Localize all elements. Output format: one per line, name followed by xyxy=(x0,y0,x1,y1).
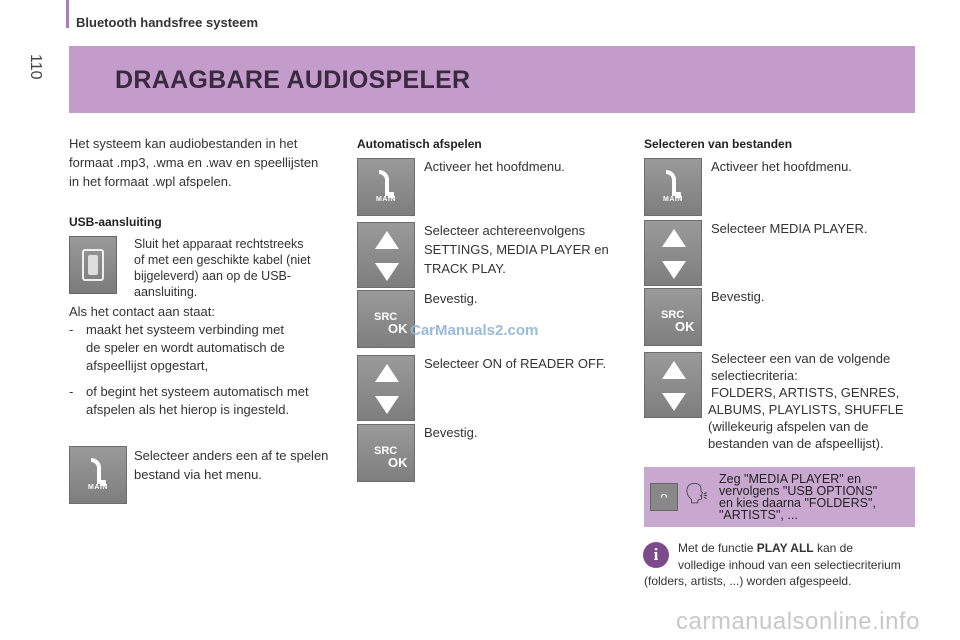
select-files-heading: Selecteren van bestanden xyxy=(644,137,793,151)
src-ok-button-icon xyxy=(644,288,702,346)
arrow-down-icon xyxy=(662,261,686,279)
bullet-dash: - xyxy=(69,384,74,399)
info-text xyxy=(678,540,918,574)
main-button-icon xyxy=(69,446,127,504)
voice-command-box xyxy=(644,467,915,527)
step-line: ALBUMS, PLAYLISTS, SHUFFLE xyxy=(708,402,904,417)
auto-step-1: Activeer het hoofdmenu. xyxy=(424,159,565,174)
page-title: DRAAGBARE AUDIOSPELER xyxy=(115,66,471,94)
usb-line: of met een geschikte kabel (niet xyxy=(134,253,311,267)
select-step-3: Bevestig. xyxy=(711,289,765,304)
info-line-2: volledige inhoud van een selectiecriterium xyxy=(678,558,901,572)
usb-connector xyxy=(88,255,98,275)
arrow-down-icon xyxy=(662,393,686,411)
main-label: MAIN xyxy=(376,196,396,203)
voice-button-icon: ᴖ xyxy=(650,483,678,511)
bullet-line: de speler en wordt automatisch de xyxy=(86,340,285,355)
auto-step-2 xyxy=(424,221,609,278)
intro-line: formaat .mp3, .wma en .wav en speellijsten xyxy=(69,155,319,170)
arrow-up-icon xyxy=(375,231,399,249)
intro-line: Het systeem kan audiobestanden in het xyxy=(69,136,298,151)
step-line: Selecteer een van de volgende xyxy=(711,351,891,366)
info-line-1 xyxy=(678,540,918,557)
title-banner xyxy=(69,46,915,113)
arrow-down-icon xyxy=(375,396,399,414)
step-line: selectiecriteria: xyxy=(711,368,798,383)
info-icon: i xyxy=(643,542,669,568)
voice-line: vervolgens "USB OPTIONS" xyxy=(719,484,878,498)
header-accent-bar xyxy=(66,0,69,28)
up-down-arrows-icon xyxy=(644,220,702,286)
step-line: FOLDERS, ARTISTS, GENRES, xyxy=(711,385,900,400)
up-down-arrows-icon xyxy=(357,355,415,421)
speaking-person-icon: 🗣 xyxy=(684,483,710,505)
usb-heading: USB-aansluiting xyxy=(69,215,162,229)
main-label: MAIN xyxy=(663,196,683,203)
ok-label: OK xyxy=(388,455,408,470)
main-button-icon xyxy=(644,158,702,216)
step-line: (willekeurig afspelen van de xyxy=(708,419,869,434)
auto-step-4: Selecteer ON of READER OFF. xyxy=(424,356,607,371)
auto-step-3: Bevestig. xyxy=(424,291,478,306)
src-label: SRC xyxy=(374,311,398,323)
usb-line: bijgeleverd) aan op de USB- xyxy=(134,269,292,283)
auto-play-heading: Automatisch afspelen xyxy=(357,137,482,151)
intro-text xyxy=(69,134,318,191)
main-label: MAIN xyxy=(88,484,108,491)
bullet-line: maakt het systeem verbinding met xyxy=(86,322,284,337)
arrow-down-icon xyxy=(375,263,399,281)
page-number: 110 xyxy=(27,54,44,80)
contact-line: Als het contact aan staat: xyxy=(69,304,215,319)
bullet-1 xyxy=(69,321,309,339)
src-ok-button-icon xyxy=(357,290,415,348)
usb-instructions xyxy=(134,236,311,300)
footer-url: carmanualsonline.info xyxy=(676,608,920,635)
src-label: SRC xyxy=(374,445,398,457)
src-label: SRC xyxy=(661,309,685,321)
contact-text xyxy=(69,303,309,419)
voice-line: en kies daarna "FOLDERS", xyxy=(719,496,876,510)
step-line: SETTINGS, MEDIA PLAYER en xyxy=(424,242,609,257)
arrow-up-icon xyxy=(662,229,686,247)
step-line: bestanden van de afspeellijst). xyxy=(708,436,884,451)
voice-line: "ARTISTS", ... xyxy=(719,508,798,522)
main-button-icon xyxy=(357,158,415,216)
ok-label: OK xyxy=(388,321,408,336)
select-line: bestand via het menu. xyxy=(134,467,262,482)
step-line: TRACK PLAY. xyxy=(424,261,506,276)
src-ok-button-icon xyxy=(357,424,415,482)
step-line: Selecteer achtereenvolgens xyxy=(424,223,586,238)
watermark-text: CarManuals2.com xyxy=(410,322,539,339)
ok-label: OK xyxy=(675,319,695,334)
info-bold: PLAY ALL xyxy=(756,541,814,555)
voice-line: Zeg "MEDIA PLAYER" en xyxy=(719,472,862,486)
select-step-1: Activeer het hoofdmenu. xyxy=(711,159,852,174)
select-step-4 xyxy=(711,350,899,401)
intro-line: in het formaat .wpl afspelen. xyxy=(69,174,232,189)
bullet-line: afspeellijst opgestart, xyxy=(86,358,209,373)
section-title: Bluetooth handsfree systeem xyxy=(76,15,259,30)
up-down-arrows-icon xyxy=(644,352,702,418)
arrow-up-icon xyxy=(662,361,686,379)
bullet-line: afspelen als het hierop is ingesteld. xyxy=(86,402,290,417)
auto-step-5: Bevestig. xyxy=(424,425,478,440)
voice-command-text xyxy=(719,473,877,521)
info-prefix: Met de functie xyxy=(678,541,757,555)
bullet-dash: - xyxy=(69,322,74,337)
arrow-up-icon xyxy=(375,364,399,382)
info-line-3: (folders, artists, ...) worden afgespeeld. xyxy=(644,574,852,588)
select-line: Selecteer anders een af te spelen xyxy=(134,448,329,463)
select-step-4-cont xyxy=(708,401,904,452)
usb-line: Sluit het apparaat rechtstreeks xyxy=(134,237,304,251)
up-down-arrows-icon xyxy=(357,222,415,288)
usb-line: aansluiting. xyxy=(134,285,198,299)
usb-port-icon xyxy=(69,236,117,294)
select-menu-text xyxy=(134,446,328,484)
bullet-line: of begint het systeem automatisch met xyxy=(86,384,309,399)
select-step-2: Selecteer MEDIA PLAYER. xyxy=(711,221,868,236)
bullet-2 xyxy=(69,383,309,401)
info-suffix: kan de xyxy=(813,541,853,555)
